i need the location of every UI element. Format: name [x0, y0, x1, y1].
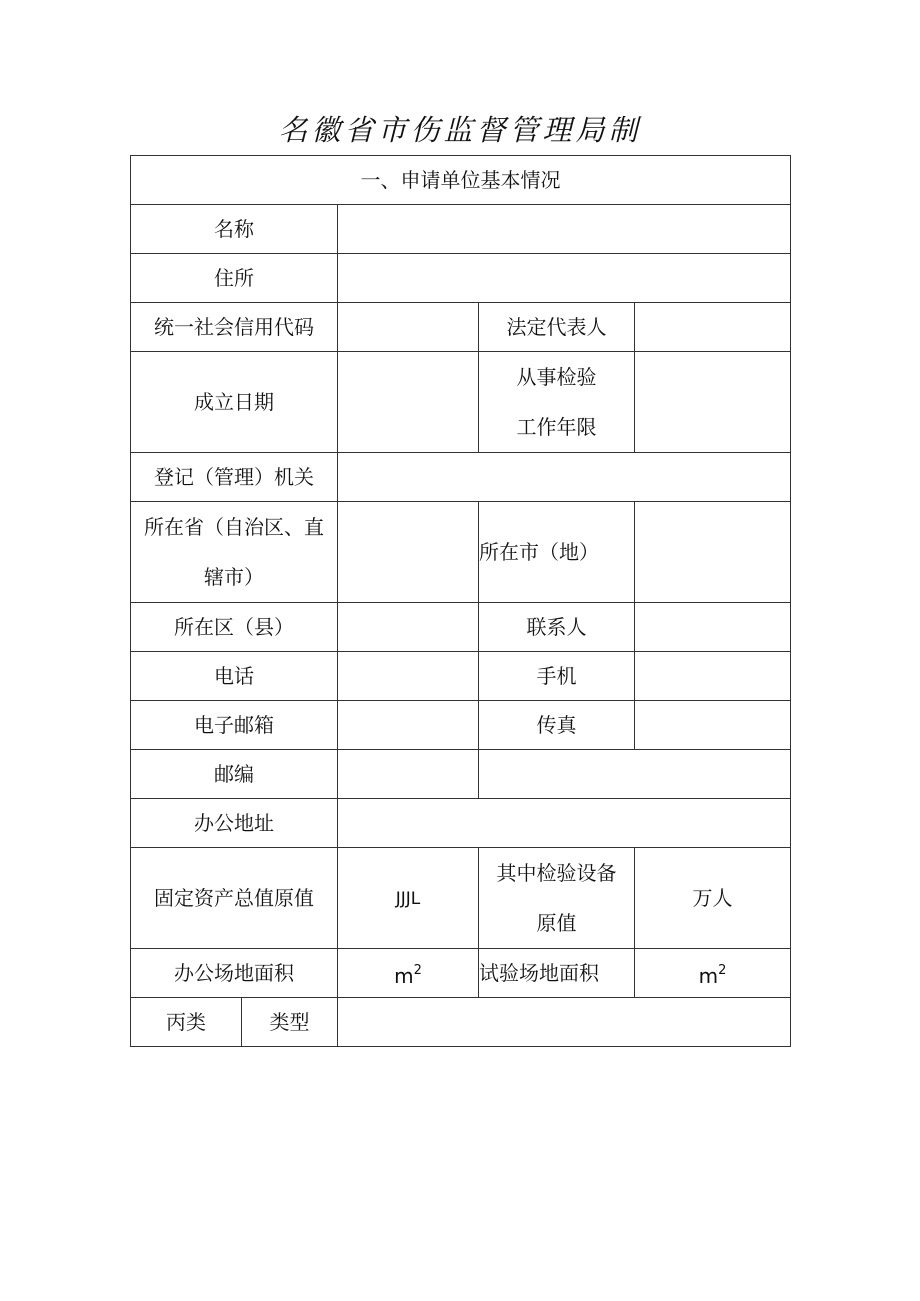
equipment-value-unit: 万人	[692, 886, 733, 910]
phone-value-cell[interactable]	[338, 652, 479, 701]
phone-label: 电话	[131, 652, 338, 701]
founding-date-label: 成立日期	[131, 352, 338, 453]
fixed-assets-unit: JJJL	[395, 889, 421, 909]
mobile-label: 手机	[479, 652, 635, 701]
legal-rep-label: 法定代表人	[479, 303, 635, 352]
email-label: 电子邮箱	[131, 701, 338, 750]
office-address-value-cell[interactable]	[338, 799, 791, 848]
registration-authority-label: 登记（管理）机关	[131, 453, 338, 502]
test-area-unit: m	[698, 963, 719, 988]
fixed-assets-value-cell[interactable]	[338, 848, 479, 949]
equipment-value-label	[479, 848, 635, 949]
office-address-label: 办公地址	[131, 799, 338, 848]
equipment-value-line1: 其中检验设备	[496, 861, 617, 885]
province-line1: 所在省（自治区、直	[144, 515, 324, 539]
founding-date-value-cell[interactable]	[338, 352, 479, 453]
email-value-cell[interactable]	[338, 701, 479, 750]
province-line2: 辖市）	[204, 565, 264, 589]
credit-code-value-cell[interactable]	[338, 303, 479, 352]
category-label: 丙类	[131, 998, 242, 1047]
inspection-years-label	[479, 352, 635, 453]
city-label: 所在市（地）	[479, 502, 635, 603]
mobile-value-cell[interactable]	[635, 652, 791, 701]
document-title: 名徽省市伤监督管理局制	[278, 113, 642, 147]
test-area-sup: 2	[718, 962, 727, 978]
district-label: 所在区（县）	[131, 603, 338, 652]
test-area-label: 试验场地面积	[479, 949, 635, 998]
contact-value-cell[interactable]	[635, 603, 791, 652]
address-label: 住所	[131, 254, 338, 303]
office-area-unit: m	[394, 963, 414, 988]
type-value-cell[interactable]	[338, 998, 791, 1047]
postcode-label: 邮编	[131, 750, 338, 799]
office-area-value-cell[interactable]	[338, 949, 479, 998]
fax-value-cell[interactable]	[635, 701, 791, 750]
name-value-cell[interactable]	[338, 205, 791, 254]
equipment-value-line2: 原值	[536, 911, 577, 935]
type-label: 类型	[242, 998, 338, 1047]
contact-label: 联系人	[479, 603, 635, 652]
equipment-value-cell[interactable]	[635, 848, 791, 949]
office-area-label: 办公场地面积	[131, 949, 338, 998]
postcode-value-cell[interactable]	[338, 750, 479, 799]
office-area-sup: 2	[413, 962, 422, 978]
name-label: 名称	[131, 205, 338, 254]
fax-label: 传真	[479, 701, 635, 750]
province-label	[131, 502, 338, 603]
inspection-years-line1: 从事检验	[516, 365, 597, 389]
district-value-cell[interactable]	[338, 603, 479, 652]
test-area-value-cell[interactable]	[635, 949, 791, 998]
registration-authority-value-cell[interactable]	[338, 453, 791, 502]
fixed-assets-label: 固定资产总值原值	[131, 848, 338, 949]
province-value-cell[interactable]	[338, 502, 479, 603]
inspection-years-line2: 工作年限	[516, 415, 597, 439]
inspection-years-value-cell[interactable]	[635, 352, 791, 453]
credit-code-label: 统一社会信用代码	[131, 303, 338, 352]
city-value-cell[interactable]	[635, 502, 791, 603]
section-header: 一、申请单位基本情况	[131, 156, 791, 205]
legal-rep-value-cell[interactable]	[635, 303, 791, 352]
address-value-cell[interactable]	[338, 254, 791, 303]
application-form-table	[130, 155, 791, 1047]
postcode-extra-cell	[479, 750, 791, 799]
